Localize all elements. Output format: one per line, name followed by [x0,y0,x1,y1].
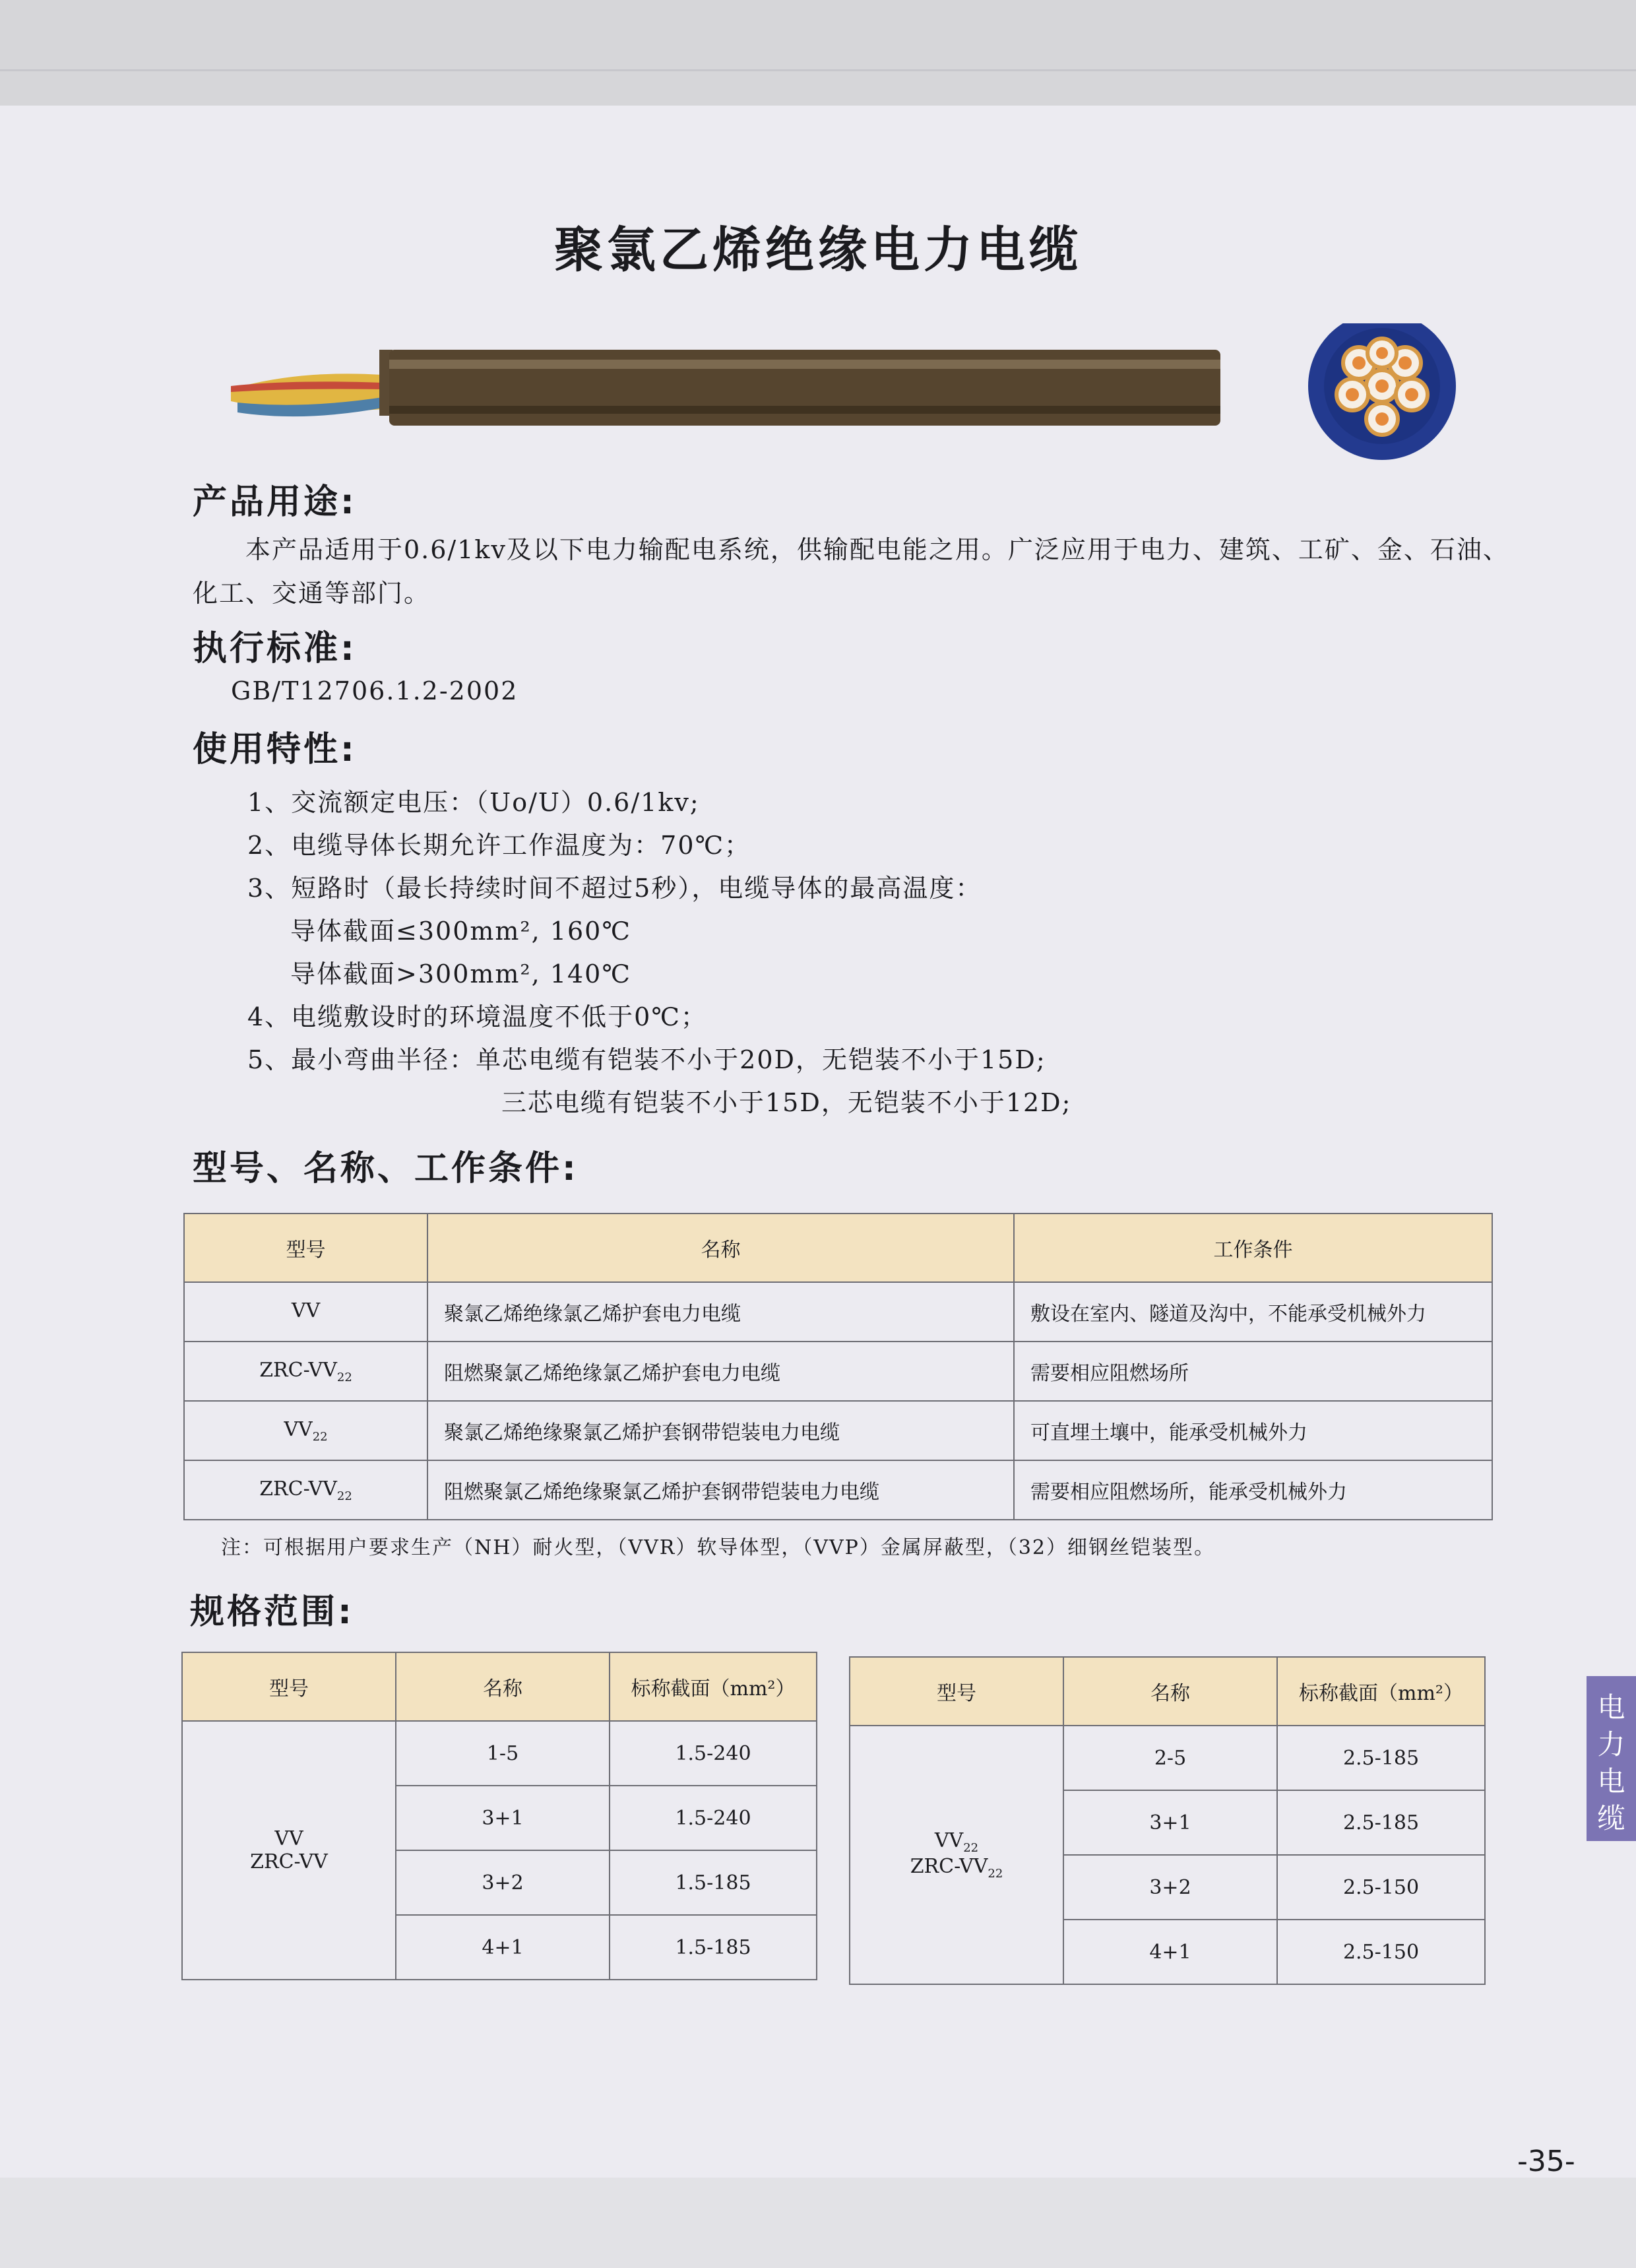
feature-4: 4、电缆敷设时的环境温度不低于0℃； [247,1002,707,1031]
condition-cell: 可直埋土壤中，能承受机械外力 [1014,1401,1492,1460]
spec-right-model: $VV_{22}$ ZRC-$VV_{22}$ [850,1726,1063,1984]
cable-side-view [231,350,1220,426]
feature-1: 1、交流额定电压：（Uo/U）0.6/1kv; [247,788,700,817]
header-condition: 工作条件 [1014,1214,1492,1282]
table-row [182,1721,817,1786]
models-note: 注：可根据用户要求生产（NH）耐火型，（VVR）软导体型，（VVP）金属屏蔽型，（32）细钢丝铠装型。 [221,1536,1216,1559]
spec-area: 2.5-185 [1277,1726,1485,1790]
spec-left-model: VV ZRC-VV [182,1721,396,1980]
cable-illustration [218,323,1471,488]
table-row [184,1460,1492,1520]
spec-table-right [849,1656,1486,1985]
model-cell: $VV_{22}$ [184,1401,427,1460]
header-name: 名称 [427,1214,1014,1282]
spec-name: 1-5 [396,1721,610,1786]
standard-heading: 执行标准: [193,629,357,668]
spec-name: 3+1 [1063,1790,1277,1855]
model-cell: ZRC-$VV_{22}$ [184,1460,427,1520]
spec-name: 4+1 [1063,1920,1277,1984]
feature-5b: 三芯电缆有铠装不小于15D，无铠装不小于12D; [501,1088,1072,1117]
spec-heading: 规格范围: [190,1592,354,1632]
table-row [184,1282,1492,1342]
feature-3: 3、短路时（最长持续时间不超过5秒），电缆导体的最高温度： [247,874,982,903]
page-number: -35- [1517,2145,1575,2178]
spec-area: 2.5-150 [1277,1855,1485,1920]
scan-top-line [0,69,1636,71]
feature-2: 2、电缆导体长期允许工作温度为：70℃； [247,831,751,860]
feature-3b: 导体截面>300mm², 140℃ [290,959,631,988]
cable-cross-section [1308,323,1456,460]
header-area: 标称截面（mm²） [1277,1657,1485,1726]
condition-cell: 需要相应阻燃场所 [1014,1342,1492,1401]
usage-heading: 产品用途: [193,482,357,522]
models-table [183,1213,1493,1520]
header-model: 型号 [850,1657,1063,1726]
spec-area: 1.5-185 [610,1850,817,1915]
header-area: 标称截面（mm²） [610,1652,817,1721]
spec-area: 1.5-240 [610,1721,817,1786]
name-cell: 聚氯乙烯绝缘氯乙烯护套电力电缆 [427,1282,1014,1342]
standard-code: GB/T12706.1.2-2002 [231,676,519,705]
spec-name: 3+2 [1063,1855,1277,1920]
name-cell: 聚氯乙烯绝缘聚氯乙烯护套钢带铠装电力电缆 [427,1401,1014,1460]
models-heading: 型号、名称、工作条件: [193,1149,579,1188]
spec-right-header [850,1657,1485,1726]
name-cell: 阻燃聚氯乙烯绝缘氯乙烯护套电力电缆 [427,1342,1014,1401]
spec-area: 1.5-240 [610,1786,817,1850]
spec-area: 1.5-185 [610,1915,817,1980]
table-row [184,1401,1492,1460]
header-name: 名称 [396,1652,610,1721]
spec-name: 4+1 [396,1915,610,1980]
feature-5: 5、最小弯曲半径：单芯电缆有铠装不小于20D，无铠装不小于15D; [247,1045,1046,1074]
page-title: 聚氯乙烯绝缘电力电缆 [554,222,1082,278]
spec-name: 3+2 [396,1850,610,1915]
scan-bottom-band [0,2178,1636,2268]
spec-area: 2.5-185 [1277,1790,1485,1855]
spec-name: 3+1 [396,1786,610,1850]
table-row [184,1342,1492,1401]
header-model: 型号 [184,1214,427,1282]
condition-cell: 需要相应阻燃场所，能承受机械外力 [1014,1460,1492,1520]
spec-table-left [181,1652,817,1980]
features-heading: 使用特性: [193,730,357,769]
spec-left-header [182,1652,817,1721]
scan-top-band [0,0,1636,106]
header-name: 名称 [1063,1657,1277,1726]
usage-text: 本产品适用于0.6/1kv及以下电力输配电系统，供输配电能之用。广泛应用于电力、建筑、工矿、金、石油、化工、交通等部门。 [193,535,1509,608]
spec-area: 2.5-150 [1277,1920,1485,1984]
models-table-header [184,1214,1492,1282]
model-cell: VV [184,1282,427,1342]
model-cell: ZRC-$VV_{22}$ [184,1342,427,1401]
header-model: 型号 [182,1652,396,1721]
name-cell: 阻燃聚氯乙烯绝缘聚氯乙烯护套钢带铠装电力电缆 [427,1460,1014,1520]
condition-cell: 敷设在室内、隧道及沟中，不能承受机械外力 [1014,1282,1492,1342]
feature-3a: 导体截面≤300mm², 160℃ [290,917,631,946]
spec-name: 2-5 [1063,1726,1277,1790]
side-tab-power-cable: 电 力 电 缆 [1587,1676,1636,1841]
table-row [850,1726,1485,1790]
